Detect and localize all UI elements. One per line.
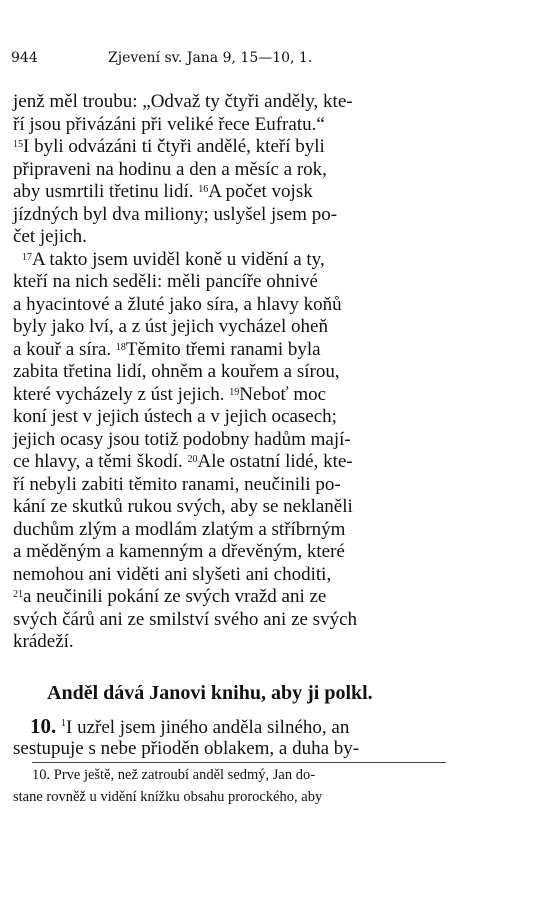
footnote-line: 10. Prve ještě, než zatroubí anděl sedmý, Jan do- (32, 767, 316, 783)
text-line: ří nebyli zabiti těmito ranami, neučinili po- (13, 474, 341, 495)
text-line: svých čárů ani ze smilství svého ani ze svých (13, 609, 358, 630)
verse-number: 19 (229, 387, 240, 398)
verse-number: 1 (61, 718, 66, 729)
running-title: Zjevení sv. Jana 9, 15—10, 1. (108, 50, 313, 66)
text-line: a měděným a kamenným a dřevěným, které (13, 541, 345, 562)
verse-number: 20 (187, 454, 198, 465)
text-line: $^{17}$A takto jsem uviděl koně u vidění a ty, (22, 249, 325, 270)
text-line: kání ze skutků rukou svých, aby se neklaněli (13, 496, 353, 517)
text-line: připraveni na hodinu a den a měsíc a rok, (13, 159, 327, 180)
footnote-line: stane rovněž u vidění knížku obsahu prorockého, aby (13, 789, 323, 805)
text-line: 10. $^1$I uzřel jsem jiného anděla silného, an (30, 714, 350, 738)
verse-number: 18 (115, 342, 126, 353)
text-line: které vycházely z úst jejich. $^{19}$Neboť moc (13, 384, 327, 405)
text-line: jízdných byl dva miliony; uslyšel jsem po- (13, 204, 338, 225)
text-line: a hyacintové a žluté jako síra, a hlavy koňů (13, 294, 342, 315)
text-line: $^{15}$I byli odvázáni ti čtyři andělé, kteří byli (13, 136, 325, 157)
text-line: ce hlavy, a těmi škodí. $^{20}$Ale ostatní lidé, kte- (13, 451, 353, 472)
text-line: $^{21}$a neučinili pokání ze svých vražd ani ze (13, 586, 327, 607)
verse-number: 21 (13, 589, 23, 600)
text-line: krádeží. (13, 631, 74, 652)
verse-number: 17 (22, 252, 32, 263)
page-number: 944 (11, 50, 38, 66)
chapter-number: 10. (30, 714, 57, 738)
text-line: koní jest v jejich ústech a v jejich ocasech; (13, 406, 337, 427)
text-line: nemohou ani viděti ani slyšeti ani choditi, (13, 564, 332, 585)
text-line: sestupuje s nebe přioděn oblakem, a duha by- (13, 738, 360, 759)
text-line: čet jejich. (13, 226, 87, 247)
section-heading: Anděl dává Janovi knihu, aby ji polkl. (47, 682, 373, 704)
text-line: jejich ocasy jsou totiž podobny hadům mají- (13, 429, 351, 450)
footnote-divider (32, 762, 446, 763)
text-line: zabita třetina lidí, ohněm a kouřem a sírou, (13, 361, 340, 382)
verse-number: 16 (198, 184, 209, 195)
text-line: jenž měl troubu: „Odvaž ty čtyři anděly, kte- (13, 91, 353, 112)
text-line: kteří na nich seděli: měli pancíře ohnivé (13, 271, 318, 292)
text-line: aby usmrtili třetinu lidí. $^{16}$A počet vojsk (13, 181, 313, 202)
text-line: a kouř a síra. $^{18}$Těmito třemi ranami byla (13, 339, 321, 360)
page-header (11, 48, 541, 68)
verse-number: 15 (13, 139, 23, 150)
text-line: duchům zlým a modlám zlatým a stříbrným (13, 519, 346, 540)
text-line: byly jako lví, a z úst jejich vycházel oheň (13, 316, 328, 337)
text-line: ří jsou přivázáni při veliké řece Eufratu.“ (13, 114, 325, 135)
